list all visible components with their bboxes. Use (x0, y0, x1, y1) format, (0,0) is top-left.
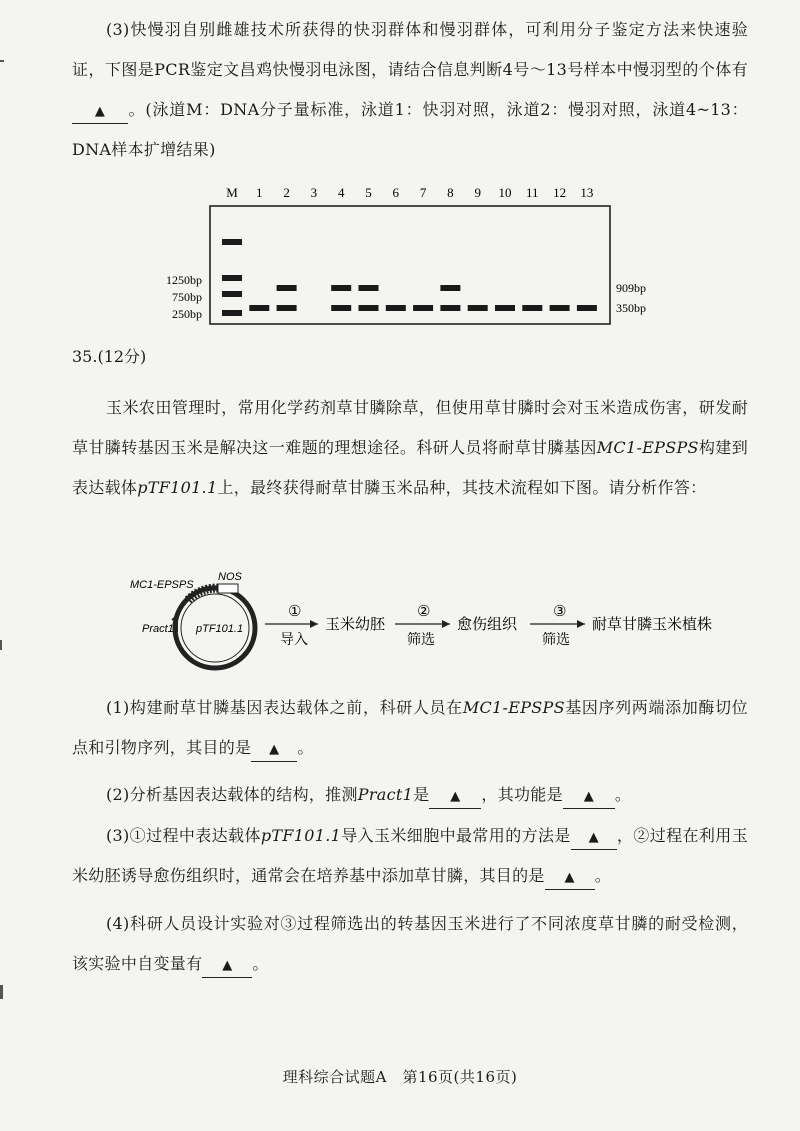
intro-text-c: 上，最终获得耐草甘膦玉米品种，其技术流程如下图。请分析作答： (217, 478, 707, 497)
technical-flow-diagram (120, 570, 740, 680)
marker-band (222, 310, 242, 316)
marker-band (222, 239, 242, 245)
sub2-text-d: 。 (614, 785, 632, 804)
nos-label: NOS (218, 571, 242, 583)
sub-question-1 (72, 688, 748, 768)
band-350bp (386, 305, 406, 311)
pract1-label: Pract1 (142, 623, 174, 635)
scan-edge-mark (0, 60, 4, 62)
sub2-text-b: 是 (413, 785, 430, 804)
lane-label: 10 (498, 185, 512, 200)
question-3-text-b: 。(泳道M：DNA分子量标准，泳道1：快羽对照，泳道2：慢羽对照，泳道4~13：DNA样本扩增结果) (72, 100, 748, 159)
band-350bp (577, 305, 597, 311)
lane-label: 7 (419, 185, 427, 200)
lane-label: 11 (526, 185, 539, 200)
question-3-text-a: (3)快慢羽自别雌雄技术所获得的快羽群体和慢羽群体，可利用分子鉴定方法来快速验证，下图是PCR鉴定文昌鸡快慢羽电泳图，请结合信息判断4号～13号样本中慢羽型的个体有 (72, 20, 748, 79)
marker-size-label: 250bp (172, 307, 202, 321)
marker-band (222, 275, 242, 281)
marker-size-label: 1250bp (166, 273, 202, 287)
band-350bp (522, 305, 542, 311)
answer-blank[interactable]: ▲ (202, 955, 252, 978)
question-35-intro (72, 388, 748, 508)
lane-label: 12 (553, 185, 567, 200)
gel-electrophoresis-figure (150, 178, 670, 328)
gel-bands (222, 239, 597, 316)
scan-edge-mark (0, 640, 2, 650)
lane-label: 8 (447, 185, 454, 200)
step-2-number: ② (417, 602, 431, 620)
band-350bp (550, 305, 570, 311)
step-3-label: 筛选 (542, 632, 570, 648)
band-350bp (277, 305, 297, 311)
flow-node-callus: 愈伤组织 (457, 615, 518, 633)
band-350bp (249, 305, 269, 311)
step-3-number: ③ (553, 602, 567, 620)
answer-blank[interactable]: ▲ (571, 827, 617, 850)
sub2-pract: Pract1 (357, 785, 414, 804)
flow-svg (120, 570, 740, 680)
answer-blank[interactable]: ▲ (251, 739, 297, 762)
lane-label: M (226, 185, 238, 200)
sub3-text-d: 。 (594, 866, 612, 885)
band-909bp (277, 285, 297, 291)
sub3-text-c: ，②过程在利用玉米幼胚诱导愈伤组织时，通常会在培养基中添加草甘膦，其目的是 (72, 826, 749, 885)
band-size-label: 350bp (616, 301, 646, 315)
band-350bp (495, 305, 515, 311)
sub-question-3 (72, 816, 748, 896)
flow-node-embryo: 玉米幼胚 (325, 615, 386, 633)
gene-name: MC1-EPSPS (596, 438, 699, 457)
sub1-text-a: (1)构建耐草甘膦基因表达载体之前，科研人员在 (106, 698, 463, 717)
band-350bp (359, 305, 379, 311)
plasmid-name-label: pTF101.1 (196, 623, 244, 635)
sub4-text-a: (4)科研人员设计实验对③过程筛选出的转基因玉米进行了不同浓度草甘膦的耐受检测，该实验中自变量有 (72, 914, 748, 973)
band-350bp (331, 305, 351, 311)
step-1-arrowhead (310, 620, 318, 628)
sub2-text-c: ，其功能是 (481, 785, 563, 804)
band-909bp (440, 285, 460, 291)
lane-label: 9 (474, 185, 481, 200)
answer-blank[interactable]: ▲ (563, 786, 615, 809)
plasmid-gene-label: MC1-EPSPS (130, 579, 194, 591)
marker-size-label: 750bp (172, 290, 202, 304)
nos-segment (218, 584, 238, 593)
sub4-text-b: 。 (252, 954, 269, 973)
plasmid-diagram (130, 571, 255, 668)
band-350bp (468, 305, 488, 311)
sub1-text-b: 基因序列两端添加酶切位点和引物序列，其目的是 (72, 698, 748, 757)
sub3-text-a: (3)①过程中表达载体 (106, 826, 261, 845)
sub-question-2 (72, 775, 748, 815)
answer-blank[interactable]: ▲ (545, 867, 595, 890)
lane-label: 3 (310, 185, 318, 200)
band-350bp (440, 305, 460, 311)
marker-band (222, 291, 242, 297)
vector-name: pTF101.1 (137, 478, 218, 497)
lane-label: 4 (337, 185, 345, 200)
flow-node-plant: 耐草甘膦玉米植株 (592, 615, 713, 633)
lane-label: 6 (392, 185, 400, 200)
band-909bp (331, 285, 351, 291)
sub1-text-c: 。 (297, 738, 314, 757)
lane-label: 5 (365, 185, 372, 200)
lane-label: 13 (580, 185, 594, 200)
answer-blank[interactable]: ▲ (72, 101, 128, 124)
intro-text-b: 构建到表达载体 (72, 438, 748, 497)
sub2-text-a: (2)分析基因表达载体的结构，推测 (106, 785, 358, 804)
answer-blank[interactable]: ▲ (429, 786, 481, 809)
sub1-gene: MC1-EPSPS (462, 698, 565, 717)
sub3-text-b: 导入玉米细胞中最常用的方法是 (341, 826, 571, 845)
intro-text-a: 玉米农田管理时，常用化学药剂草甘膦除草，但使用草甘膦时会对玉米造成伤害，研发耐草甘膦转基因玉米是解决这一难题的理想途径。科研人员将耐草甘膦基因 (72, 398, 748, 457)
step-1-number: ① (288, 602, 302, 620)
question-3-paragraph (72, 10, 748, 170)
step-2-arrowhead (442, 620, 450, 628)
page-footer: 理科综合试题A 第16页(共16页) (282, 1068, 518, 1086)
lane-label: 2 (283, 185, 290, 200)
band-size-label: 909bp (616, 281, 646, 295)
step-3-arrowhead (577, 620, 585, 628)
sub3-vector: pTF101.1 (260, 826, 342, 845)
lane-label: 1 (256, 185, 263, 200)
band-909bp (359, 285, 379, 291)
step-1-label: 导入 (280, 632, 308, 648)
band-350bp (413, 305, 433, 311)
question-35-header: 35.(12分) (72, 347, 147, 366)
sub-question-4 (72, 904, 748, 984)
gel-svg (150, 178, 670, 328)
step-2-label: 筛选 (407, 632, 435, 648)
scan-edge-mark (0, 985, 3, 999)
lane-labels (226, 185, 593, 200)
